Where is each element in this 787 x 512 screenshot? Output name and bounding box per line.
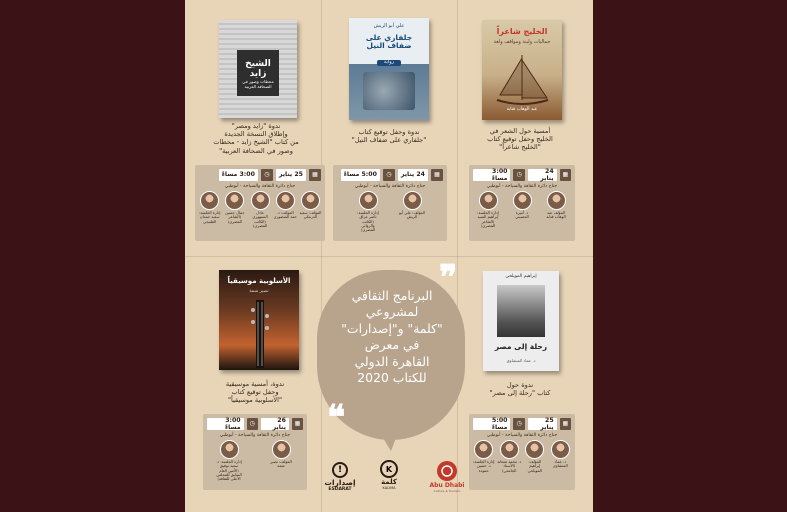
speaker: د. أميرة الحسيني	[509, 191, 535, 228]
book-tag: رواية	[377, 60, 401, 66]
event-caption: أمسية حول الشعر في الخليج وحفل توقيع كتاب "الخليج شاعراً"	[487, 127, 553, 152]
book-cover-journey-to-egypt	[483, 271, 559, 371]
avatar	[513, 191, 532, 210]
event-card	[469, 414, 575, 490]
program-headline: البرنامج الثقافي لمشروعي "كلمة" و"إصدارات" في معرض القاهرة الدولي للكتاب 2020	[341, 288, 443, 385]
event-time: 3:00 مساءً	[473, 169, 510, 181]
speaker: المؤلف: د. حمد المنصوري	[273, 191, 297, 228]
avatar	[220, 440, 239, 459]
clock-icon: ◷	[383, 169, 395, 181]
speaker: د. عماد المنشاوي	[548, 440, 572, 473]
avatar	[547, 191, 566, 210]
event-venue: جناح دائرة الثقافة والسياحة - أبوظبي	[486, 184, 558, 189]
calendar-icon: ▦	[309, 169, 321, 181]
avatar	[551, 440, 570, 459]
quote-close-icon: ❝	[327, 398, 346, 438]
clock-icon: ◷	[513, 169, 524, 181]
avatar	[479, 191, 498, 210]
speaker: جمال حسين (الشاعر المصري)	[223, 191, 247, 228]
book-title: الخليج شاعراً	[496, 27, 548, 36]
book-cover-julfari	[349, 18, 429, 120]
logo-abudhabi	[427, 460, 467, 493]
calendar-icon: ▦	[560, 418, 571, 430]
book-cover-sheikh-zayed	[219, 20, 297, 118]
oud-neck-icon	[249, 300, 271, 368]
event-date: 25 يناير	[528, 418, 557, 430]
clock-icon: ◷	[247, 418, 258, 430]
fold-line	[185, 256, 593, 257]
speaker: د. محمد شحاتة (الأستاذ الجامعي)	[497, 440, 521, 473]
book-author: علي أبو الريش	[373, 23, 405, 29]
esdarat-subtext: ESDARAT	[328, 487, 352, 492]
event-card	[469, 165, 575, 241]
calendar-icon: ▦	[560, 169, 571, 181]
book-author: إبراهيم المويلحي	[505, 274, 537, 279]
event-venue: جناح دائرة الثقافة والسياحة - أبوظبي	[486, 433, 558, 438]
book-title: الأسلوبية موسيقياً	[227, 277, 291, 285]
event-time: 3:00 مساءً	[207, 418, 244, 430]
avatar	[500, 440, 519, 459]
event-time: 5:00 مساءً	[473, 418, 510, 430]
event-card	[203, 414, 307, 490]
abudhabi-text: Abu Dhabi	[429, 482, 465, 489]
event-time: 3:00 مساءً	[219, 169, 258, 181]
kalima-text: كلمة	[381, 478, 397, 486]
event-venue: جناح دائرة الثقافة والسياحة - أبوظبي	[224, 184, 296, 189]
avatar	[301, 191, 320, 210]
event-date: 24 يناير	[528, 169, 557, 181]
logo-kalima	[369, 460, 409, 490]
book-author: عبد الوهاب قتابة	[506, 107, 538, 112]
kalima-emblem-icon: K	[380, 460, 398, 478]
avatar	[403, 191, 422, 210]
event-time: 5:00 مساءً	[341, 169, 380, 181]
avatar	[251, 191, 270, 210]
esdarat-text: إصدارات	[324, 478, 356, 487]
event-caption: ندوة "زايد ومصر" وإطلاق النسخة الجديدة من كتاب "الشيخ زايد - محطات وصور في الصحافة العربية"	[213, 122, 299, 155]
kalima-subtext: KALIMA	[382, 486, 396, 490]
sailboat-icon	[492, 50, 552, 110]
abudhabi-subtext: Culture & Tourism	[433, 489, 461, 493]
speaker: إدارة الجلسة: د. سعيد توفيق (الأمين العام السابق للمجلس الأعلى للثقافة)	[214, 440, 244, 482]
speaker: المؤلف عبد الوهاب قتابة	[543, 191, 569, 228]
speaker: إدارة الجلسة: ناصر عراق (الكاتب والروائي المصري)	[355, 191, 381, 233]
logo-esdarat	[319, 462, 361, 492]
calendar-icon: ▦	[292, 418, 303, 430]
speaker: المؤلف: علي أبو الريش	[399, 191, 425, 233]
esdarat-emblem-icon: !	[332, 462, 348, 478]
clock-icon: ◷	[513, 418, 524, 430]
book-editor: د. عماد المنشاوي	[506, 358, 536, 363]
event-card	[333, 165, 447, 241]
event-card	[195, 165, 325, 241]
avatar	[276, 191, 295, 210]
avatar	[474, 440, 493, 459]
avatar	[225, 191, 244, 210]
quote-open-icon: ❞	[439, 258, 458, 298]
avatar	[525, 440, 544, 459]
speaker: إدارة الجلسة: د. حسين حمودة	[472, 440, 496, 473]
event-date: 25 يناير	[276, 169, 306, 181]
book-title: الشيخ زايد	[245, 59, 271, 79]
event-venue: جناح دائرة الثقافة والسياحة - أبوظبي	[219, 433, 291, 438]
speech-bubble-tail	[375, 425, 401, 451]
event-poster	[185, 0, 593, 512]
book-title: جلفاري على ضفاف النيل	[365, 33, 413, 51]
cover-artwork	[363, 72, 415, 110]
speaker: المؤلف: نصير شمة	[266, 440, 296, 482]
abudhabi-emblem-icon	[436, 460, 458, 482]
event-date: 24 يناير	[398, 169, 428, 181]
speaker: عادل السنهوري (الكاتب المصري)	[248, 191, 272, 228]
clock-icon: ◷	[261, 169, 273, 181]
book-title: رحلة إلى مصر	[494, 342, 548, 351]
book-subtitle: محطات وصور في الصحافة العربية	[242, 79, 274, 89]
book-cover-gulf-poet	[482, 20, 562, 120]
avatar	[200, 191, 219, 210]
book-author: نصير شمة	[249, 289, 269, 294]
avatar	[272, 440, 291, 459]
event-date: 26 يناير	[261, 418, 289, 430]
calendar-icon: ▦	[431, 169, 443, 181]
speaker: إدارة الجلسة: سعيد حمدان الطنيجي	[198, 191, 222, 228]
event-caption: ندوة حول كتاب "رحلة إلى مصر"	[489, 381, 551, 398]
event-venue: جناح دائرة الثقافة والسياحة - أبوظبي	[354, 184, 426, 189]
speaker: إدارة الجلسة: إبراهيم السيد (الشاعر المصري)	[475, 191, 501, 228]
avatar	[359, 191, 378, 210]
speaker: المؤلف: إبراهيم المويلحي	[523, 440, 547, 473]
event-caption: ندوة، أمسية موسيقية وحفل توقيع كتاب "الأسلوبية موسيقياً"	[225, 380, 285, 405]
event-caption: ندوة وحفل توقيع كتاب "جلفاري على ضفاف النيل"	[351, 128, 427, 145]
book-subtitle: جماليات ولبنة ومواقف ولغة	[493, 39, 551, 45]
speaker: المؤلف: سعيد الدرمكي	[298, 191, 322, 228]
author-portrait	[497, 285, 545, 337]
book-cover-musical-stylistics	[219, 270, 299, 370]
